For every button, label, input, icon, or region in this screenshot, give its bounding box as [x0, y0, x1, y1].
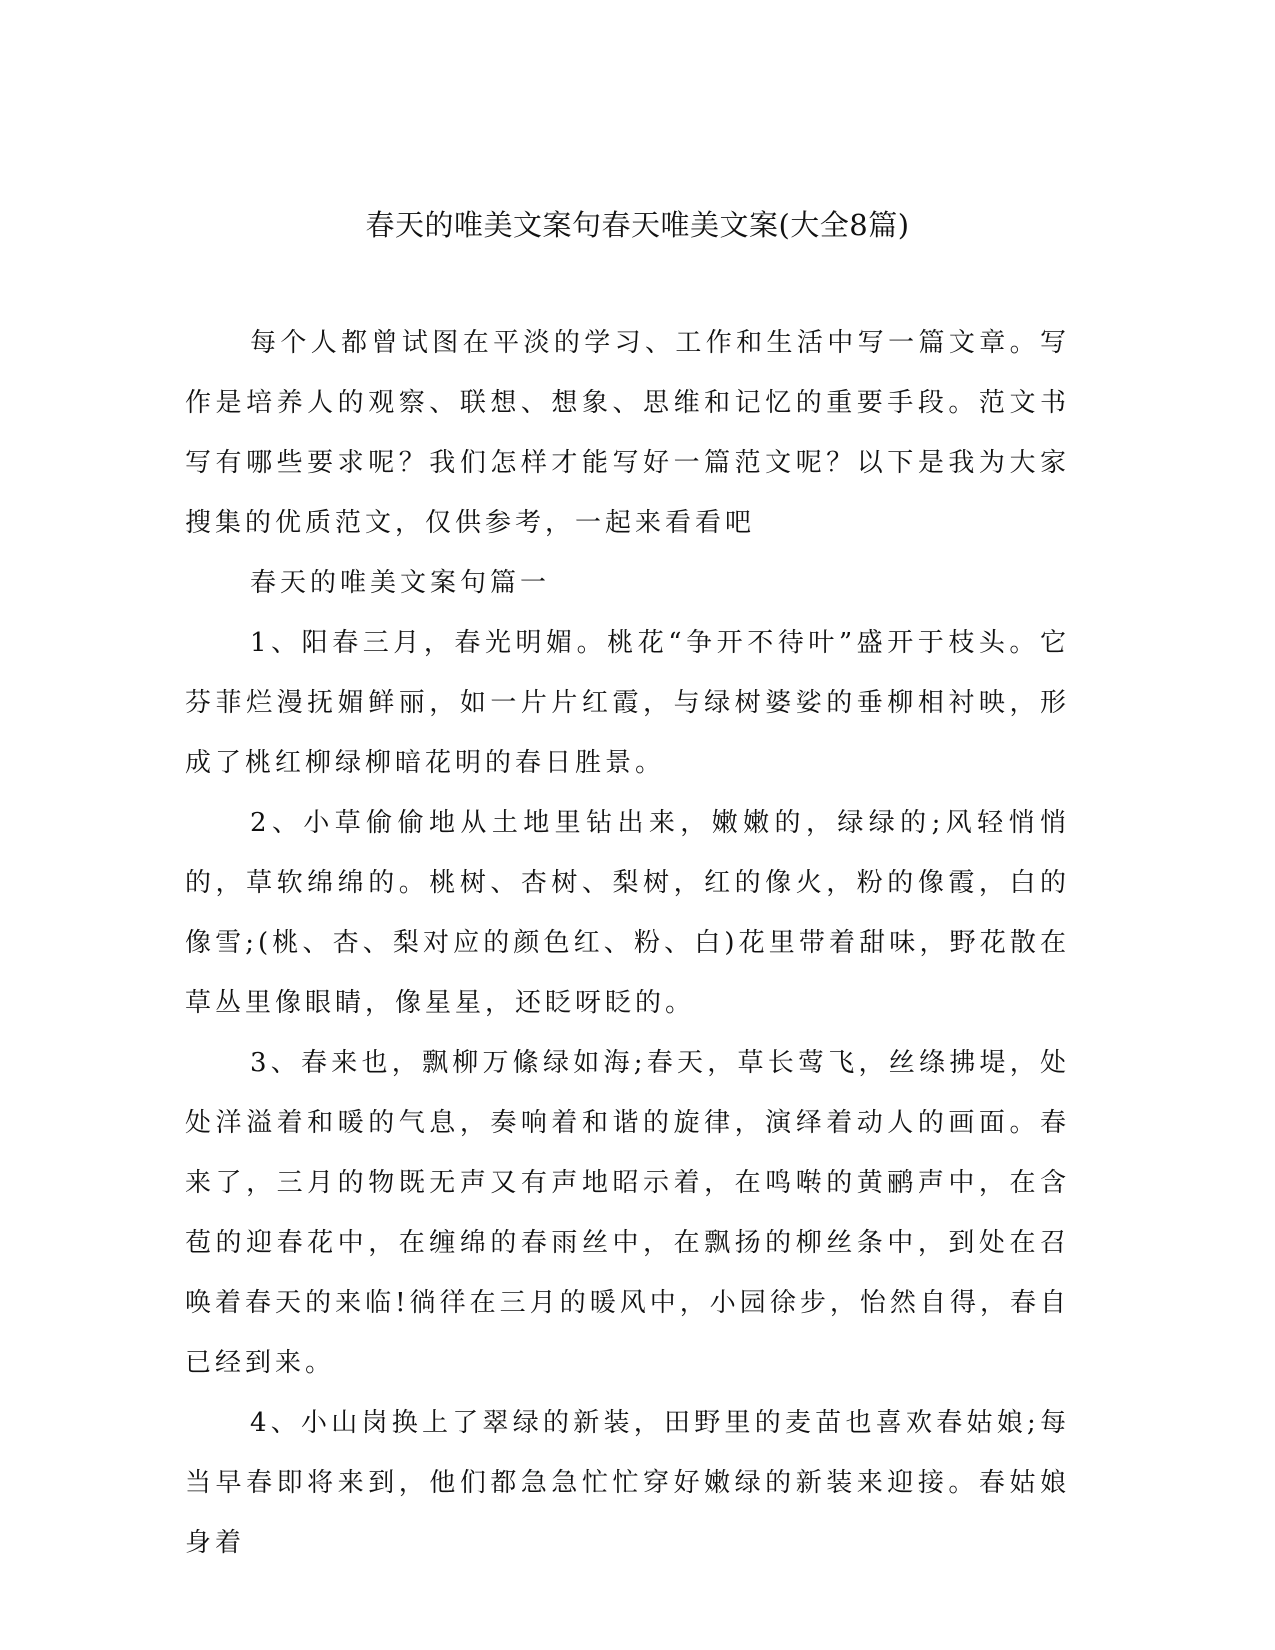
- section-heading: 春天的唯美文案句篇一: [250, 568, 551, 598]
- body-paragraph: 1、阳春三月，春光明媚。桃花“争开不待叶”盛开于枝头。它芬菲烂漫抚媚鲜丽，如一片片红霞，与绿树婆娑的垂柳相衬映，形成了桃红柳绿柳暗花明的春日胜景。: [185, 628, 1070, 778]
- body-paragraph: 2、小草偷偷地从土地里钻出来，嫩嫩的，绿绿的;风轻悄悄的，草软绵绵的。桃树、杏树、梨树，红的像火，粉的像霞，白的像雪;(桃、杏、梨对应的颜色红、粉、白)花里带着甜味，野花散在草丛里像眼睛，像星星，还眨呀眨的。: [185, 808, 1070, 1018]
- body-paragraph: 4、小山岗换上了翠绿的新装，田野里的麦苗也喜欢春姑娘;每当早春即将来到，他们都急急忙忙穿好嫩绿的新装来迎接。春姑娘身着: [185, 1408, 1070, 1558]
- body-paragraph: 3、春来也，飘柳万絛绿如海;春天，草长莺飞，丝绦拂堤，处处洋溢着和暖的气息，奏响着和谐的旋律，演绎着动人的画面。春来了，三月的物既无声又有声地昭示着，在鸣啭的黄鹂声中，在含苞的迎春花中，在缠绵的春雨丝中，在飘扬的柳丝条中，到处在召唤着春天的来临!徜徉在三月的暖风中，小园徐步，怡然自得，春自已经到来。: [185, 1048, 1070, 1378]
- intro-paragraph: 每个人都曾试图在平淡的学习、工作和生活中写一篇文章。写作是培养人的观察、联想、想象、思维和记忆的重要手段。范文书写有哪些要求呢？我们怎样才能写好一篇范文呢？以下是我为大家搜集的优质范文，仅供参考，一起来看看吧: [185, 328, 1070, 538]
- document-body: [185, 313, 1070, 1573]
- document-title: 春天的唯美文案句春天唯美文案(大全8篇): [365, 208, 910, 242]
